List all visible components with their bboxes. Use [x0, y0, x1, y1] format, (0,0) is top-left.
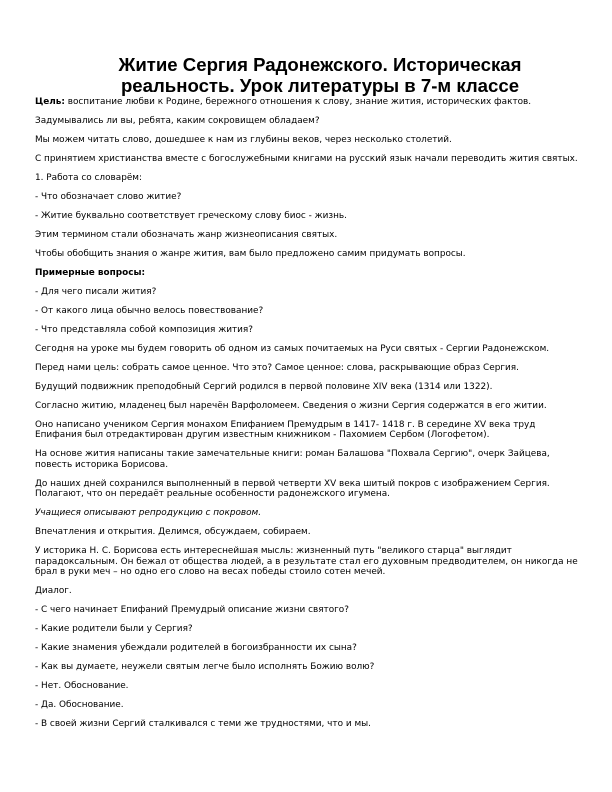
- paragraph-line: Полагают, что он передаёт реальные особенности радонежского игумена.: [35, 489, 390, 500]
- paragraph-today-lesson: Сегодня на уроке мы будем говорить об одном из самых почитаемых на Руси святых - Сергии Радонежском.: [35, 344, 550, 354]
- paragraph-impressions: Впечатления и открытия. Делимся, обсуждаем, собираем.: [35, 527, 311, 538]
- question-zhitie-meaning: - Что обозначает слово житие?: [35, 192, 182, 202]
- dialogue-question-3: - Какие знамения убеждали родителей в богоизбранности их сына?: [35, 643, 357, 654]
- document-title: [60, 54, 580, 96]
- sample-question-3: - Что представляла собой композиция жития?: [35, 325, 253, 335]
- paragraph-line: До наших дней сохранился выполненный в первой четверти XV века шитый покров с изображением Сергия.: [35, 478, 550, 489]
- paragraph-goal-collect: Перед нами цель: собрать самое ценное. Что это? Самое ценное: слова, раскрывающие образ Сергия.: [35, 363, 519, 373]
- paragraph-name: Согласно житию, младенец был наречён Варфоломеем. Сведения о жизни Сергия содержатся в его житии.: [35, 401, 547, 411]
- goal-paragraph: [35, 97, 585, 107]
- paragraph-birth: Будущий подвижник преподобный Сергий родился в первой половине XIV века (1314 или 1322).: [35, 382, 493, 392]
- paragraph-borisov: [35, 546, 585, 577]
- paragraph-shroud: [35, 479, 585, 500]
- dialogue-answer-difficulties: - В своей жизни Сергий сталкивался с теми же трудностями, что и мы.: [35, 719, 371, 730]
- paragraph-epiphanius: [35, 420, 585, 441]
- paragraph-line: брал в руки меч – но одно его слово на весах победы стоило сотен мечей.: [35, 567, 386, 578]
- title-line-1: Житие Сергия Радонежского. Историческая: [118, 54, 522, 75]
- title-line-2: реальность. Урок литературы в 7-м классе: [120, 75, 520, 96]
- dialogue-answer-yes: - Да. Обоснование.: [35, 700, 124, 711]
- sample-question-2: - От какого лица обычно велось повествование?: [35, 306, 264, 316]
- goal-label: Цель:: [35, 97, 65, 107]
- document-body: [35, 97, 585, 738]
- sample-question-1: - Для чего писали жития?: [35, 287, 157, 297]
- dialogue-question-2: - Какие родители были у Сергия?: [35, 624, 193, 635]
- paragraph-genre-term: Этим термином стали обозначать жанр жизнеописания святых.: [35, 230, 338, 240]
- paragraph-students-describe: Учащиеся описывают репродукцию с покровом.: [35, 508, 262, 519]
- goal-text: воспитание любви к Родине, бережного отношения к слову, знание жития, исторических фактов.: [64, 97, 532, 107]
- paragraph-line: У историка Н. С. Борисова есть интереснейшая мысль: жизненный путь "великого старца" выглядит: [35, 546, 512, 557]
- sample-questions-heading: Примерные вопросы:: [35, 268, 146, 278]
- dialogue-answer-no: - Нет. Обоснование.: [35, 681, 129, 692]
- dialogue-question-1: - С чего начинает Епифаний Премудрый описание жизни святого?: [35, 605, 349, 616]
- paragraph-line: Епифания был отредактирован другим известным книжником - Пахомием Сербом (Логофетом).: [35, 430, 490, 441]
- answer-bios: - Житие буквально соответствует греческому слову биос - жизнь.: [35, 211, 347, 221]
- paragraph-generalize: Чтобы обобщить знания о жанре жития, вам было предложено самим придумать вопросы.: [35, 249, 466, 259]
- dialogue-heading: Диалог.: [35, 586, 72, 597]
- paragraph-centuries: Мы можем читать слово, дошедшее к нам из глубины веков, через несколько столетий.: [35, 135, 452, 145]
- dictionary-work-heading: 1. Работа со словарём:: [35, 173, 142, 183]
- dialogue-question-4: - Как вы думаете, неужели святым легче было исполнять Божию волю?: [35, 662, 375, 673]
- paragraph-line: парадоксальным. Он бежал от общества людей, а в результате стал его духовным предводителем, он никогда не: [35, 556, 578, 567]
- paragraph-books: [35, 449, 585, 470]
- paragraph-line: Оно написано учеником Сергия монахом Епифанием Премудрым в 1417- 1418 г. В середине XV века труд: [35, 420, 536, 430]
- paragraph-christianity: С принятием христианства вместе с богослужебными книгами на русский язык начали переводить жития святых.: [35, 154, 578, 164]
- paragraph-line: повесть историка Борисова.: [35, 459, 169, 470]
- paragraph-line: На основе жития написаны такие замечательные книги: роман Балашова "Похвала Сергию", очерк Зайцева,: [35, 449, 550, 460]
- question-treasure: Задумывались ли вы, ребята, каким сокровищем обладаем?: [35, 116, 320, 126]
